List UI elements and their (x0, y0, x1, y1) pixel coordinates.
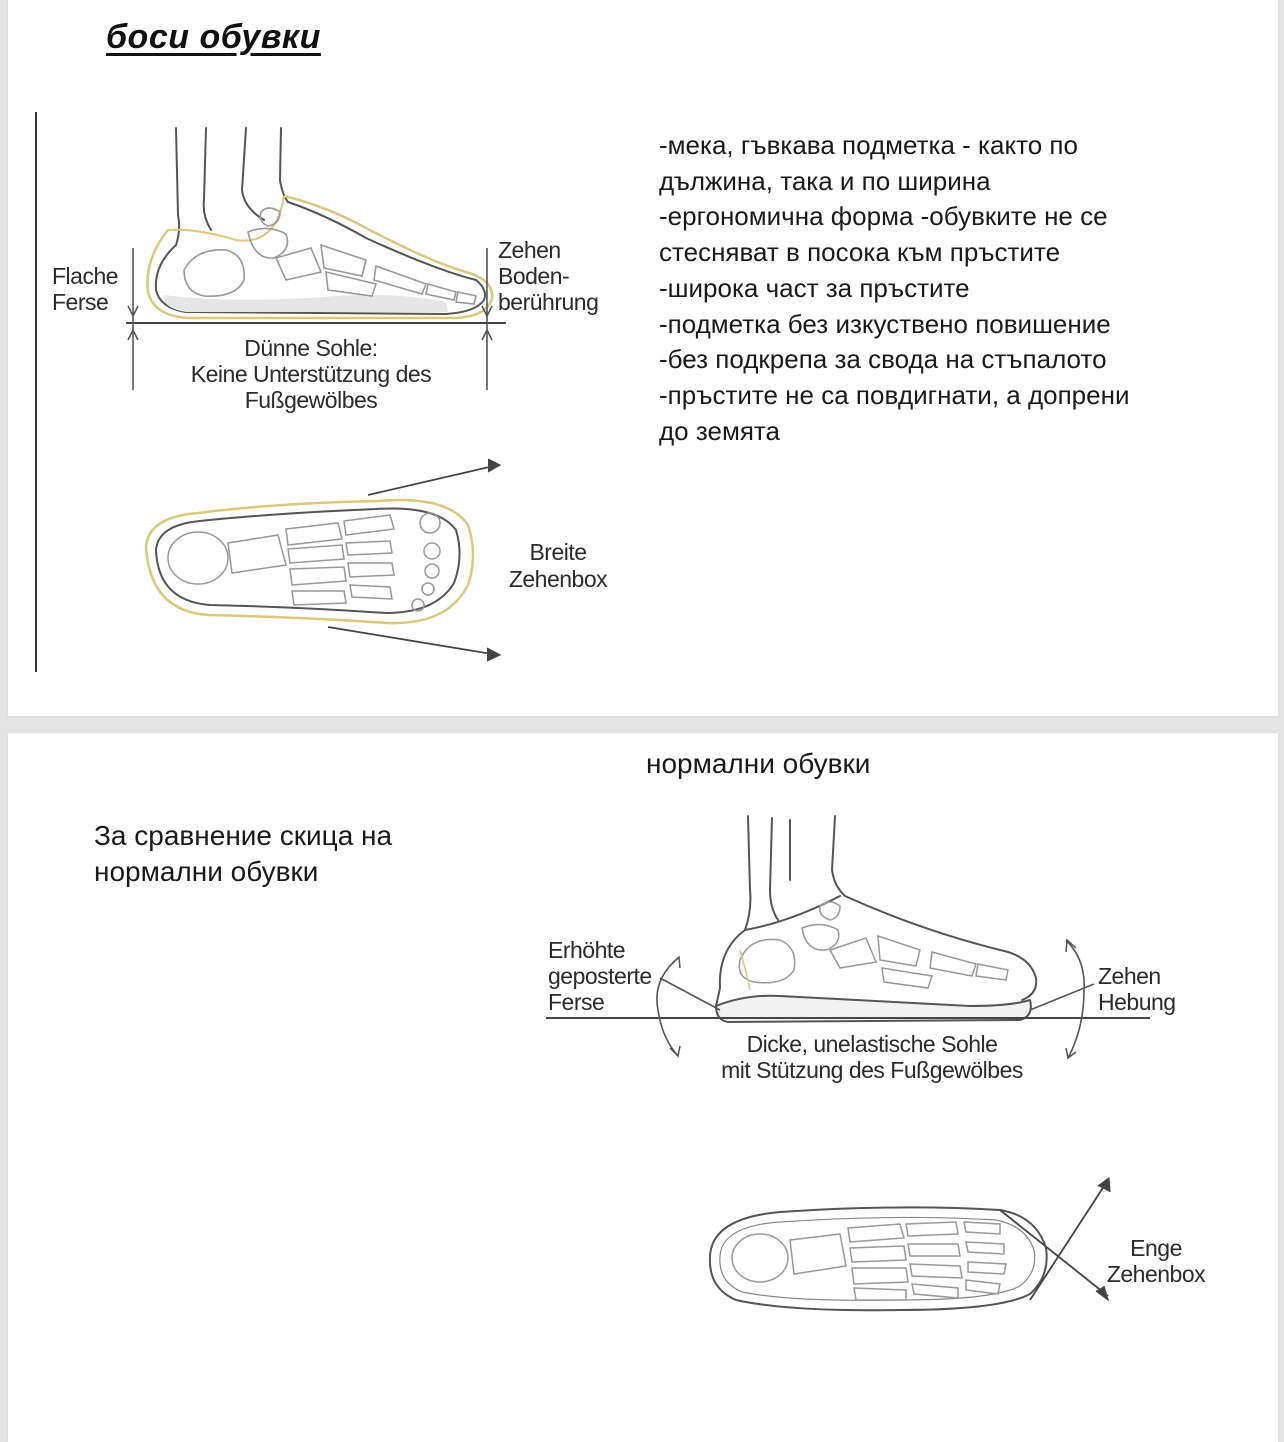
feature-line: -широка част за пръстите (659, 272, 970, 303)
heel-label: Ferse (52, 289, 109, 315)
feature-list (659, 128, 1259, 449)
toe-label: berührung (498, 289, 599, 315)
sole-label: Dünne Sohle: (244, 335, 378, 361)
feature-line: -ергономична форма -обувките не се (659, 201, 1108, 232)
toebox-label: Enge (1130, 1235, 1182, 1261)
toebox-label: Zehenbox (1106, 1261, 1206, 1287)
comparison-text: За сравнение скица на нормални обувки (94, 820, 393, 887)
feature-line: -пръстите не са повдигнати, а допрени (659, 379, 1130, 410)
toe-label: Zehen (1098, 963, 1161, 989)
toe-label: Zehen (498, 237, 561, 263)
toe-label: Boden- (498, 263, 570, 289)
barefoot-page (8, 0, 1278, 716)
feature-line: -подметка без изкуствено повишение (659, 308, 1111, 339)
heel-label: Ferse (548, 989, 605, 1015)
normal-shoe-top-view (700, 1170, 1220, 1330)
feature-line: -мека, гъвкава подметка - както по (659, 130, 1078, 160)
normal-shoe-side-view (540, 810, 1200, 1090)
toebox-label: Breite (529, 539, 587, 565)
sole-label: mit Stützung des Fußgewölbes (721, 1057, 1023, 1083)
page-caption: нормални обувки (646, 748, 871, 779)
page-heading: боси обувки (106, 18, 321, 56)
barefoot-top-view (128, 455, 618, 675)
feature-line: дължина, така и по ширина (659, 165, 991, 196)
sole-label: Keine Unterstützung des (190, 361, 432, 387)
barefoot-side-view (36, 120, 626, 420)
heel-label: Erhöhte (548, 937, 626, 963)
heel-label: geposterte (548, 963, 652, 989)
feature-line: до земята (659, 415, 780, 446)
sole-label: Dicke, unelastische Sohle (746, 1031, 998, 1057)
feature-line: стесняват в посока към пръстите (659, 237, 1061, 268)
feature-line: -без подкрепа за свода на стъпалото (659, 344, 1107, 375)
sole-label: Fußgewölbes (244, 387, 378, 413)
toe-label: Hebung (1098, 989, 1176, 1015)
toebox-label: Zehenbox (508, 566, 608, 592)
heel-label: Flache (52, 263, 119, 289)
